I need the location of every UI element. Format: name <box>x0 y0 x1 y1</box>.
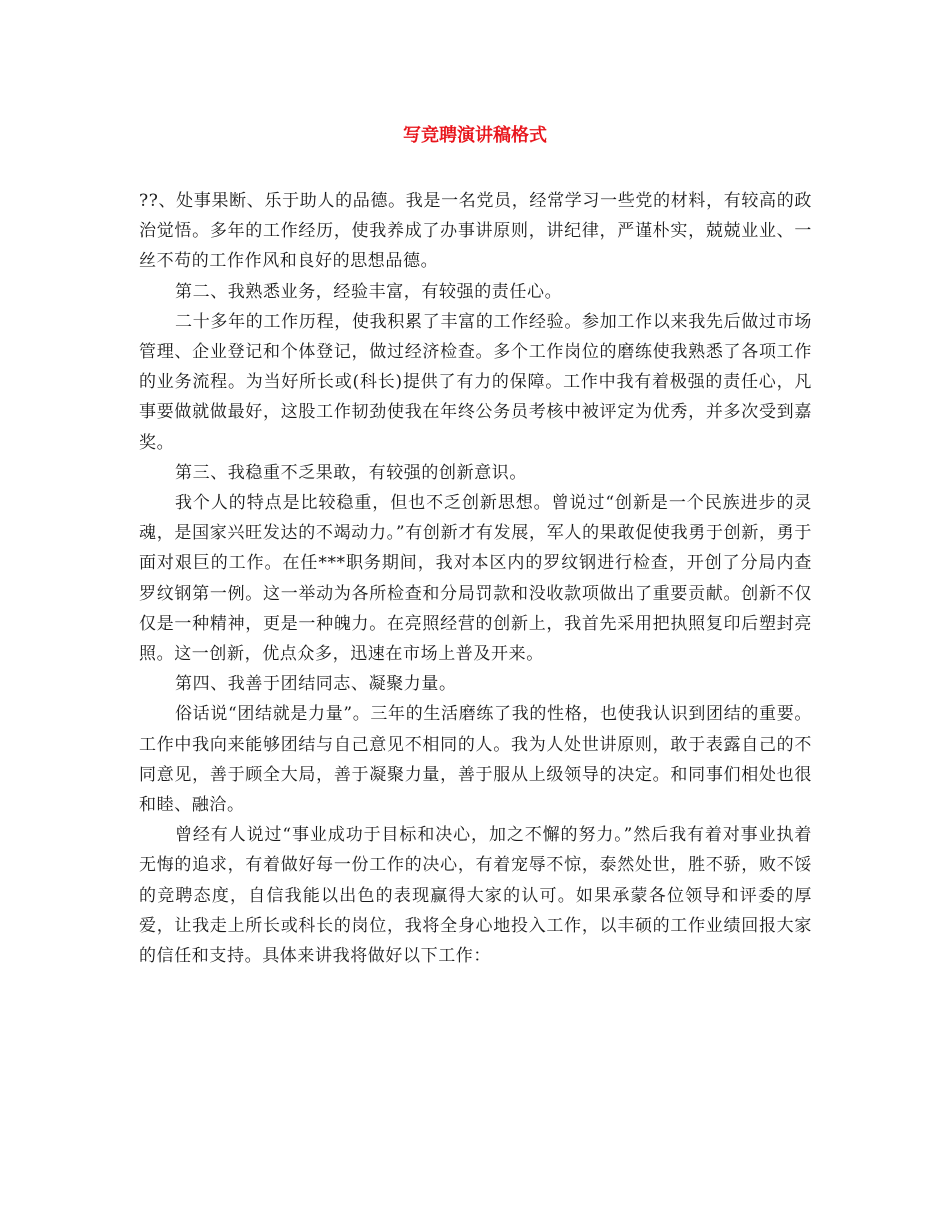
document-title: 写竞聘演讲稿格式 <box>403 125 547 146</box>
document-body <box>139 186 812 971</box>
body-paragraph-5: 我个人的特点是比较稳重，但也不乏创新思想。曾说过“创新是一个民族进步的灵魂，是国家兴旺发达的不竭动力。”有创新才有发展，军人的果敢促使我勇于创新，勇于面对艰巨的工作。在任***职务期间，我对本区内的罗纹钢进行检查，开创了分局内查罗纹钢第一例。这一举动为各所检查和分局罚款和没收款项做出了重要贡献。创新不仅仅是一种精神，更是一种魄力。在亮照经营的创新上，我首先采用把执照复印后塑封亮照。这一创新，优点众多，迅速在市场上普及开来。 <box>139 493 812 665</box>
body-paragraph-8: 曾经有人说过“事业成功于目标和决心，加之不懈的努力。”然后我有着对事业执着无悔的追求，有着做好每一份工作的决心，有着宠辱不惊，泰然处世，胜不骄，败不馁的竞聘态度，自信我能以出色的表现赢得大家的认可。如果承蒙各位领导和评委的厚爱，让我走上所长或科长的岗位，我将全身心地投入工作，以丰硕的工作业绩回报大家的信任和支持。具体来讲我将做好以下工作： <box>139 825 812 967</box>
body-paragraph-6: 第四、我善于团结同志、凝聚力量。 <box>175 674 457 695</box>
body-paragraph-2: 第二、我熟悉业务，经验丰富，有较强的责任心。 <box>175 281 563 302</box>
body-paragraph-1: ??、处事果断、乐于助人的品德。我是一名党员，经常学习一些党的材料，有较高的政治觉悟。多年的工作经历，使我养成了办事讲原则，讲纪律，严谨朴实，兢兢业业、一丝不苟的工作作风和良好的思想品德。 <box>139 191 812 272</box>
body-paragraph-4: 第三、我稳重不乏果敢，有较强的创新意识。 <box>175 462 527 483</box>
body-paragraph-3: 二十多年的工作历程，使我积累了丰富的工作经验。参加工作以来我先后做过市场管理、企业登记和个体登记，做过经济检查。多个工作岗位的磨练使我熟悉了各项工作的业务流程。为当好所长或(科长)提供了有力的保障。工作中我有着极强的责任心，凡事要做就做最好，这股工作韧劲使我在年终公务员考核中被评定为优秀，并多次受到嘉奖。 <box>139 311 812 453</box>
body-paragraph-7: 俗话说“团结就是力量”。三年的生活磨练了我的性格，也使我认识到团结的重要。工作中我向来能够团结与自己意见不相同的人。我为人处世讲原则，敢于表露自己的不同意见，善于顾全大局，善于凝聚力量，善于服从上级领导的决定。和同事们相处也很和睦、融洽。 <box>139 704 812 816</box>
